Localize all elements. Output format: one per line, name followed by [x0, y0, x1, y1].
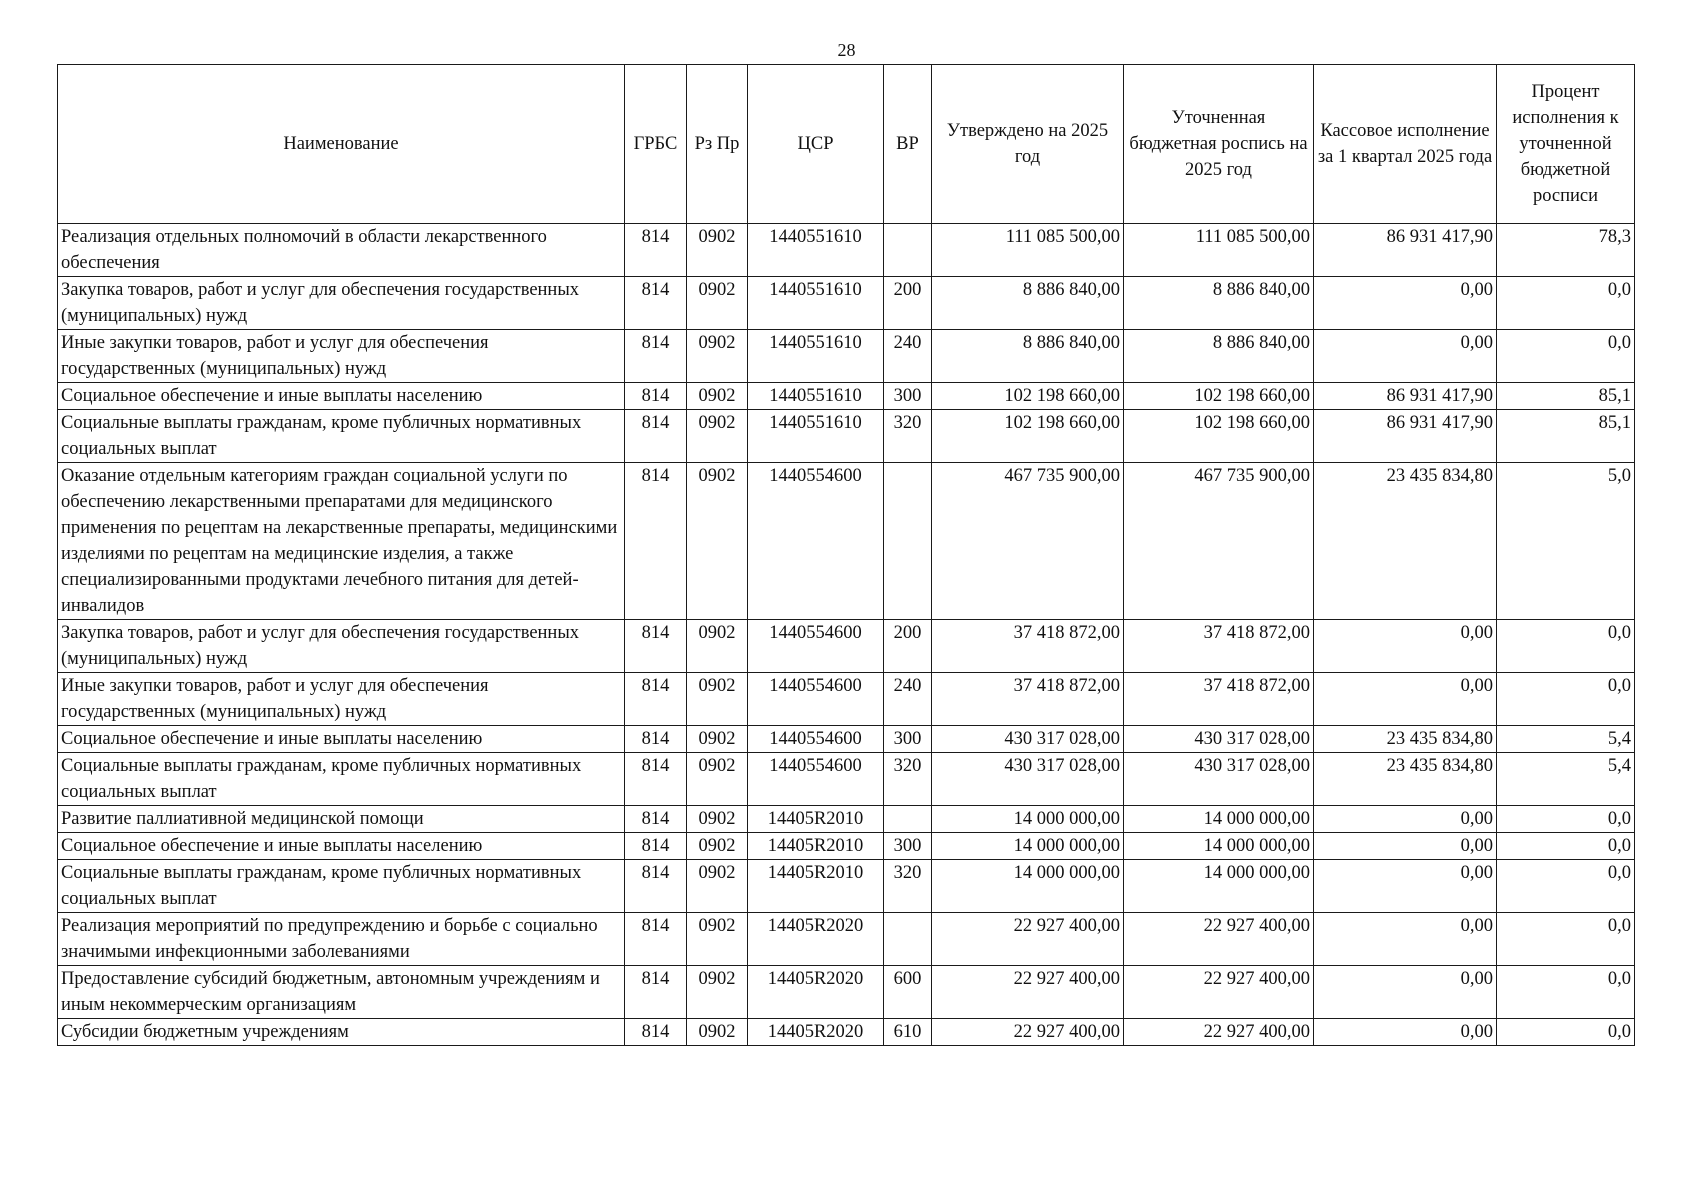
cell-approved: 14 000 000,00	[932, 860, 1124, 913]
cell-approved: 430 317 028,00	[932, 726, 1124, 753]
cell-cash: 0,00	[1314, 330, 1497, 383]
table-row	[58, 966, 1635, 1019]
cell-name: Предоставление субсидий бюджетным, автономным учреждениям и иным некоммерческим организациям	[58, 966, 625, 1019]
cell-vr: 300	[884, 726, 932, 753]
cell-refined: 37 418 872,00	[1124, 673, 1314, 726]
table-row	[58, 1019, 1635, 1046]
cell-csr: 14405R2010	[748, 860, 884, 913]
cell-cash: 86 931 417,90	[1314, 383, 1497, 410]
cell-vr: 300	[884, 383, 932, 410]
cell-percent: 5,4	[1497, 753, 1635, 806]
cell-percent: 0,0	[1497, 860, 1635, 913]
cell-cash: 0,00	[1314, 966, 1497, 1019]
cell-csr: 14405R2020	[748, 913, 884, 966]
cell-refined: 430 317 028,00	[1124, 753, 1314, 806]
table-row	[58, 277, 1635, 330]
cell-percent: 5,0	[1497, 463, 1635, 620]
cell-refined: 22 927 400,00	[1124, 913, 1314, 966]
table-row	[58, 860, 1635, 913]
cell-rzpr: 0902	[687, 277, 748, 330]
cell-csr: 1440554600	[748, 753, 884, 806]
table-row	[58, 753, 1635, 806]
cell-refined: 430 317 028,00	[1124, 726, 1314, 753]
cell-cash: 0,00	[1314, 806, 1497, 833]
cell-approved: 22 927 400,00	[932, 966, 1124, 1019]
cell-rzpr: 0902	[687, 224, 748, 277]
cell-name: Социальное обеспечение и иные выплаты населению	[58, 383, 625, 410]
cell-percent: 0,0	[1497, 673, 1635, 726]
table-row	[58, 726, 1635, 753]
cell-rzpr: 0902	[687, 913, 748, 966]
header-rzpr: Рз Пр	[687, 65, 748, 224]
table-row	[58, 620, 1635, 673]
cell-grbs: 814	[625, 620, 687, 673]
cell-vr	[884, 463, 932, 620]
cell-name: Развитие паллиативной медицинской помощи	[58, 806, 625, 833]
cell-rzpr: 0902	[687, 1019, 748, 1046]
cell-rzpr: 0902	[687, 726, 748, 753]
cell-csr: 1440551610	[748, 224, 884, 277]
table-row	[58, 673, 1635, 726]
cell-refined: 111 085 500,00	[1124, 224, 1314, 277]
cell-csr: 1440551610	[748, 277, 884, 330]
cell-csr: 14405R2020	[748, 966, 884, 1019]
cell-name: Субсидии бюджетным учреждениям	[58, 1019, 625, 1046]
cell-approved: 430 317 028,00	[932, 753, 1124, 806]
table-row	[58, 224, 1635, 277]
header-name: Наименование	[58, 65, 625, 224]
cell-name: Закупка товаров, работ и услуг для обеспечения государственных (муниципальных) нужд	[58, 277, 625, 330]
cell-cash: 0,00	[1314, 1019, 1497, 1046]
cell-name: Социальные выплаты гражданам, кроме публичных нормативных социальных выплат	[58, 860, 625, 913]
cell-rzpr: 0902	[687, 620, 748, 673]
cell-approved: 14 000 000,00	[932, 806, 1124, 833]
table-row	[58, 833, 1635, 860]
cell-cash: 0,00	[1314, 620, 1497, 673]
cell-vr: 300	[884, 833, 932, 860]
header-cash: Кассовое исполнение за 1 квартал 2025 года	[1314, 65, 1497, 224]
cell-vr	[884, 224, 932, 277]
cell-grbs: 814	[625, 833, 687, 860]
cell-csr: 1440551610	[748, 330, 884, 383]
cell-csr: 1440554600	[748, 673, 884, 726]
cell-percent: 85,1	[1497, 383, 1635, 410]
header-percent: Процент исполнения к уточненной бюджетной росписи	[1497, 65, 1635, 224]
table-header-row	[58, 65, 1635, 224]
cell-csr: 1440554600	[748, 620, 884, 673]
table-row	[58, 330, 1635, 383]
cell-csr: 14405R2020	[748, 1019, 884, 1046]
cell-grbs: 814	[625, 277, 687, 330]
cell-refined: 467 735 900,00	[1124, 463, 1314, 620]
cell-vr: 320	[884, 753, 932, 806]
cell-csr: 1440551610	[748, 410, 884, 463]
cell-grbs: 814	[625, 410, 687, 463]
cell-rzpr: 0902	[687, 860, 748, 913]
cell-refined: 37 418 872,00	[1124, 620, 1314, 673]
cell-csr: 1440554600	[748, 463, 884, 620]
header-csr: ЦСР	[748, 65, 884, 224]
cell-rzpr: 0902	[687, 383, 748, 410]
header-refined: Уточненная бюджетная роспись на 2025 год	[1124, 65, 1314, 224]
cell-refined: 14 000 000,00	[1124, 833, 1314, 860]
cell-vr	[884, 913, 932, 966]
cell-percent: 0,0	[1497, 277, 1635, 330]
cell-vr: 200	[884, 620, 932, 673]
cell-rzpr: 0902	[687, 753, 748, 806]
cell-grbs: 814	[625, 330, 687, 383]
cell-refined: 8 886 840,00	[1124, 277, 1314, 330]
cell-percent: 0,0	[1497, 913, 1635, 966]
cell-grbs: 814	[625, 726, 687, 753]
cell-name: Социальное обеспечение и иные выплаты населению	[58, 833, 625, 860]
cell-cash: 0,00	[1314, 277, 1497, 330]
cell-cash: 86 931 417,90	[1314, 410, 1497, 463]
cell-rzpr: 0902	[687, 330, 748, 383]
cell-vr: 600	[884, 966, 932, 1019]
cell-vr: 610	[884, 1019, 932, 1046]
cell-rzpr: 0902	[687, 966, 748, 1019]
cell-csr: 1440551610	[748, 383, 884, 410]
cell-vr: 200	[884, 277, 932, 330]
cell-cash: 23 435 834,80	[1314, 463, 1497, 620]
table-row	[58, 383, 1635, 410]
cell-csr: 1440554600	[748, 726, 884, 753]
header-vr: ВР	[884, 65, 932, 224]
cell-csr: 14405R2010	[748, 833, 884, 860]
table-row	[58, 410, 1635, 463]
cell-percent: 0,0	[1497, 1019, 1635, 1046]
cell-refined: 102 198 660,00	[1124, 383, 1314, 410]
header-grbs: ГРБС	[625, 65, 687, 224]
cell-cash: 0,00	[1314, 913, 1497, 966]
cell-percent: 78,3	[1497, 224, 1635, 277]
cell-name: Реализация отдельных полномочий в области лекарственного обеспечения	[58, 224, 625, 277]
cell-grbs: 814	[625, 1019, 687, 1046]
cell-vr: 240	[884, 673, 932, 726]
cell-grbs: 814	[625, 383, 687, 410]
cell-refined: 14 000 000,00	[1124, 860, 1314, 913]
cell-approved: 37 418 872,00	[932, 620, 1124, 673]
cell-grbs: 814	[625, 806, 687, 833]
cell-cash: 23 435 834,80	[1314, 726, 1497, 753]
cell-rzpr: 0902	[687, 673, 748, 726]
cell-refined: 22 927 400,00	[1124, 966, 1314, 1019]
page-number: 28	[837, 40, 856, 60]
cell-approved: 111 085 500,00	[932, 224, 1124, 277]
cell-name: Социальные выплаты гражданам, кроме публичных нормативных социальных выплат	[58, 753, 625, 806]
cell-approved: 8 886 840,00	[932, 330, 1124, 383]
header-approved: Утверждено на 2025 год	[932, 65, 1124, 224]
cell-name: Закупка товаров, работ и услуг для обеспечения государственных (муниципальных) нужд	[58, 620, 625, 673]
cell-name: Иные закупки товаров, работ и услуг для обеспечения государственных (муниципальных) нужд	[58, 673, 625, 726]
cell-rzpr: 0902	[687, 463, 748, 620]
cell-grbs: 814	[625, 224, 687, 277]
cell-vr: 320	[884, 860, 932, 913]
cell-cash: 0,00	[1314, 833, 1497, 860]
cell-percent: 0,0	[1497, 833, 1635, 860]
cell-vr	[884, 806, 932, 833]
cell-csr: 14405R2010	[748, 806, 884, 833]
cell-approved: 467 735 900,00	[932, 463, 1124, 620]
cell-refined: 102 198 660,00	[1124, 410, 1314, 463]
cell-rzpr: 0902	[687, 833, 748, 860]
cell-refined: 22 927 400,00	[1124, 1019, 1314, 1046]
cell-name: Реализация мероприятий по предупреждению и борьбе с социально значимыми инфекционными заболеваниями	[58, 913, 625, 966]
table-row	[58, 806, 1635, 833]
cell-cash: 0,00	[1314, 860, 1497, 913]
cell-approved: 8 886 840,00	[932, 277, 1124, 330]
cell-grbs: 814	[625, 966, 687, 1019]
cell-approved: 22 927 400,00	[932, 913, 1124, 966]
cell-vr: 320	[884, 410, 932, 463]
cell-grbs: 814	[625, 463, 687, 620]
cell-rzpr: 0902	[687, 806, 748, 833]
cell-rzpr: 0902	[687, 410, 748, 463]
cell-percent: 0,0	[1497, 620, 1635, 673]
cell-grbs: 814	[625, 913, 687, 966]
cell-percent: 5,4	[1497, 726, 1635, 753]
cell-percent: 0,0	[1497, 330, 1635, 383]
cell-percent: 0,0	[1497, 966, 1635, 1019]
cell-approved: 22 927 400,00	[932, 1019, 1124, 1046]
cell-cash: 86 931 417,90	[1314, 224, 1497, 277]
cell-approved: 37 418 872,00	[932, 673, 1124, 726]
cell-name: Оказание отдельным категориям граждан социальной услуги по обеспечению лекарственными препаратами для медицинского применения по рецептам на лекарственные препараты, медицинскими изделиями по рецептам на медицинские изделия, а также специализированными продуктами лечебного питания для детей-инвалидов	[58, 463, 625, 620]
table-row	[58, 463, 1635, 620]
cell-vr: 240	[884, 330, 932, 383]
cell-name: Иные закупки товаров, работ и услуг для обеспечения государственных (муниципальных) нужд	[58, 330, 625, 383]
cell-approved: 102 198 660,00	[932, 383, 1124, 410]
cell-refined: 14 000 000,00	[1124, 806, 1314, 833]
table-row	[58, 913, 1635, 966]
cell-cash: 0,00	[1314, 673, 1497, 726]
cell-grbs: 814	[625, 860, 687, 913]
cell-percent: 0,0	[1497, 806, 1635, 833]
cell-grbs: 814	[625, 753, 687, 806]
cell-percent: 85,1	[1497, 410, 1635, 463]
cell-name: Социальное обеспечение и иные выплаты населению	[58, 726, 625, 753]
cell-approved: 14 000 000,00	[932, 833, 1124, 860]
cell-grbs: 814	[625, 673, 687, 726]
cell-approved: 102 198 660,00	[932, 410, 1124, 463]
cell-refined: 8 886 840,00	[1124, 330, 1314, 383]
cell-name: Социальные выплаты гражданам, кроме публичных нормативных социальных выплат	[58, 410, 625, 463]
cell-cash: 23 435 834,80	[1314, 753, 1497, 806]
budget-table	[57, 64, 1635, 1046]
